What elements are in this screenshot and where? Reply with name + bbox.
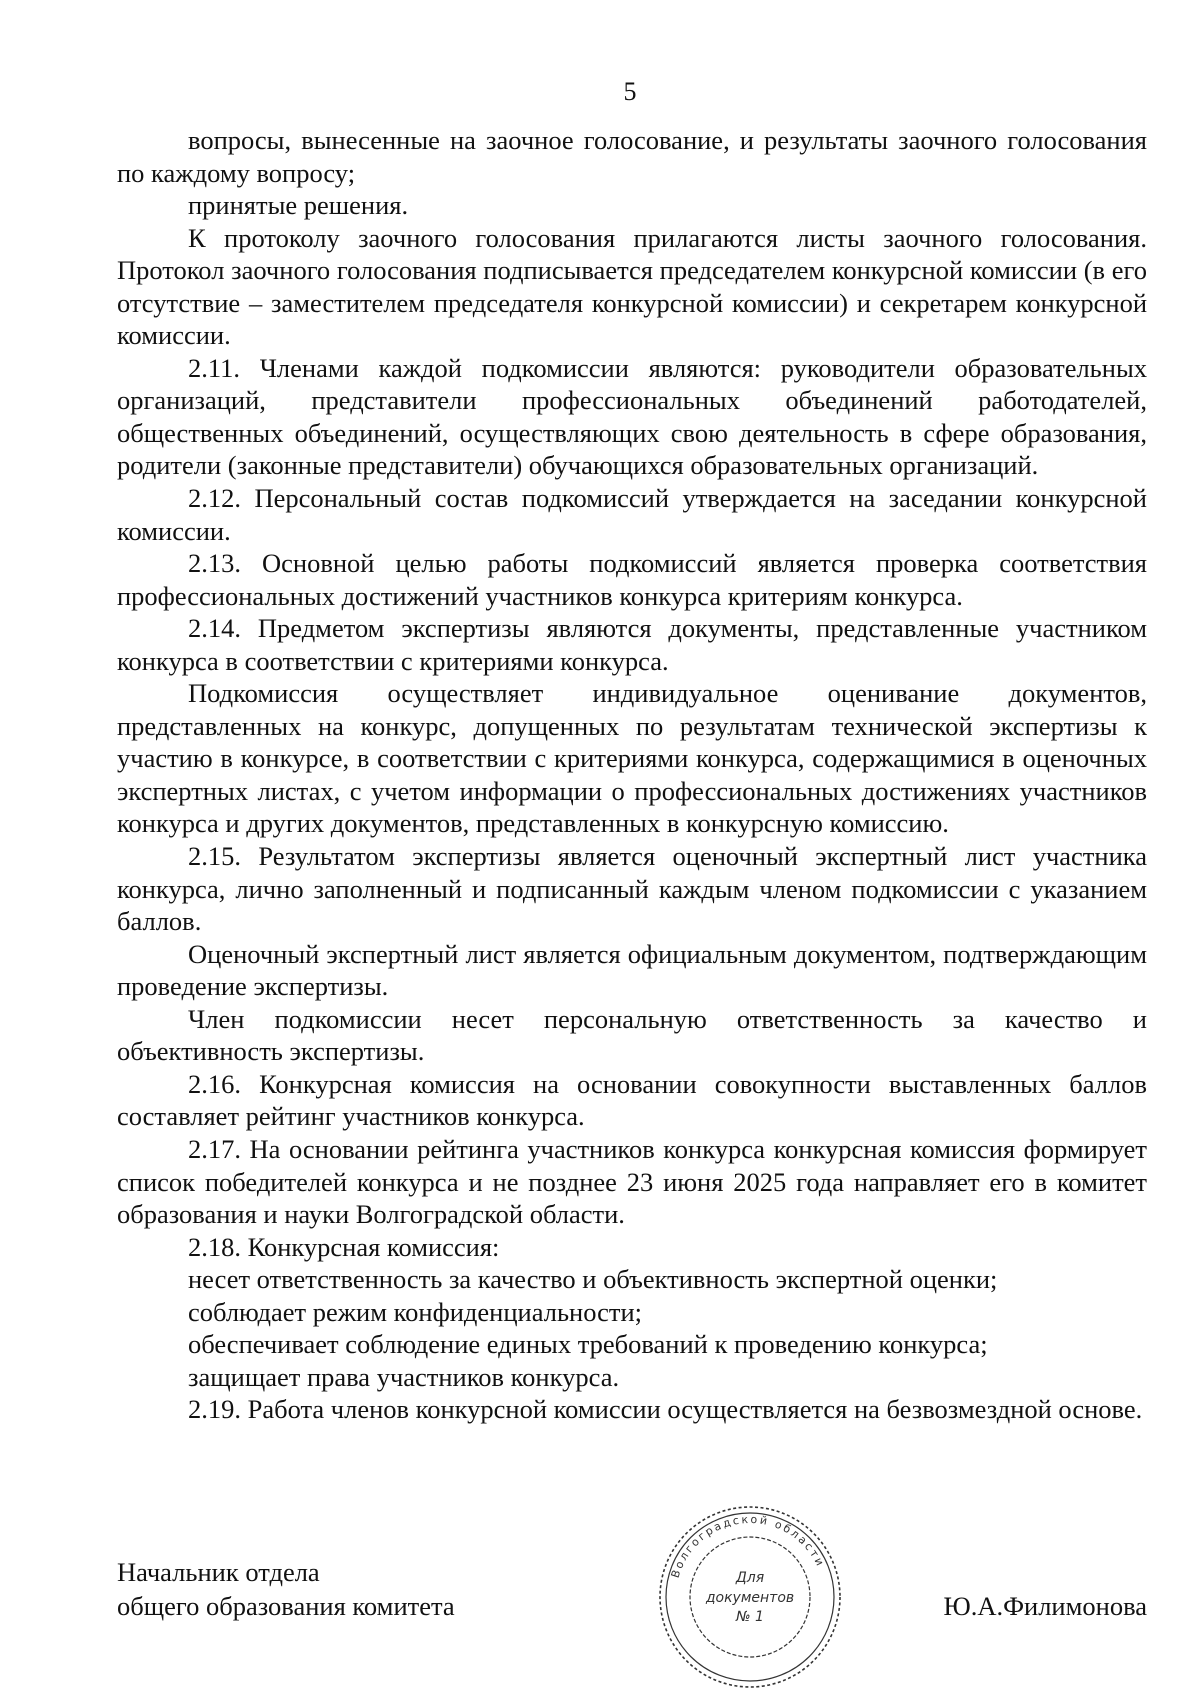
list-item: соблюдает режим конфиденциальности; — [188, 1296, 643, 1327]
paragraph: Подкомиссия осуществляет индивидуальное оценивание документов, представленных на конкурс, допущенных по результатам технической экспертизы к участию в конкурсе, в соответствии с критериями конкурса, содержащимися в оценочных экспертных листах, с учетом информации о профессиональных достижениях участников конкурса и других документов, представленных в конкурсную комиссию. — [117, 678, 1147, 839]
paragraph: 2.18. Конкурсная комиссия: — [188, 1231, 500, 1262]
list-item: обеспечивает соблюдение единых требований к проведению конкурса; — [188, 1329, 988, 1360]
stamp-line: Для — [735, 1570, 765, 1586]
official-stamp — [655, 1502, 845, 1692]
paragraph: вопросы, вынесенные на заочное голосование, и результаты заочного голосования по каждому вопросу; — [117, 125, 1147, 188]
list-item: несет ответственность за качество и объективность экспертной оценки; — [188, 1264, 998, 1295]
paragraph: Оценочный экспертный лист является официальным документом, подтверждающим проведение экспертизы. — [117, 938, 1147, 1002]
position-line: общего образования комитета — [117, 1591, 455, 1621]
paragraph: 2.12. Персональный состав подкомиссий утверждается на заседании конкурсной комиссии. — [117, 483, 1147, 546]
list-item: защищает права участников конкурса. — [188, 1361, 620, 1392]
stamp-line: документов — [705, 1590, 795, 1606]
paragraph: принятые решения. — [188, 190, 409, 221]
page-number: 5 — [623, 77, 637, 106]
signature-block — [117, 1555, 1147, 1625]
paragraph: 2.15. Результатом экспертизы является оценочный экспертный лист участника конкурса, лично заполненный и подписанный каждым членом подкомиссии с указанием баллов. — [117, 841, 1147, 937]
paragraph: 2.19. Работа членов конкурсной комиссии осуществляется на безвозмездной основе. — [188, 1394, 1143, 1425]
paragraph: 2.13. Основной целью работы подкомиссий является проверка соответствия профессиональных достижений участников конкурса критериям конкурса. — [117, 548, 1147, 611]
paragraph: 2.17. На основании рейтинга участников конкурса конкурсная комиссия формирует список победителей конкурса и не позднее 23 июня 2025 года направляет его в комитет образования и науки Волгоградской области. — [117, 1133, 1147, 1230]
paragraph: Протокол заочного голосования подписывается председателем конкурсной комиссии (в его отсутствие – заместителем председателя конкурсной комиссии) и секретарем конкурсной комиссии. — [117, 255, 1147, 351]
paragraph: К протоколу заочного голосования прилагаются листы заочного голосования. — [188, 222, 1147, 253]
stamp-ring-text: Волгоградской области — [668, 1512, 828, 1580]
paragraph: Член подкомиссии несет персональную ответственность за качество и объективность экспертизы. — [117, 1003, 1147, 1067]
stamp-center — [705, 1570, 794, 1625]
signatory-name: Ю.А.Филимонова — [943, 1591, 1147, 1621]
position-line: Начальник отдела — [117, 1557, 320, 1587]
stamp-line: № 1 — [736, 1609, 764, 1625]
paragraph: 2.16. Конкурсная комиссия на основании совокупности выставленных баллов составляет рейтинг участников конкурса. — [117, 1068, 1147, 1132]
paragraph: 2.14. Предметом экспертизы являются документы, представленные участником конкурса в соответствии с критериями конкурса. — [117, 613, 1147, 676]
paragraph: 2.11. Членами каждой подкомиссии являются: руководители образовательных организаций, представители профессиональных объединений работодателей, общественных объединений, осуществляющих свою деятельность в сфере образования, родители (законные представители) обучающихся образовательных организаций. — [117, 352, 1147, 481]
document-body — [117, 124, 1147, 1426]
